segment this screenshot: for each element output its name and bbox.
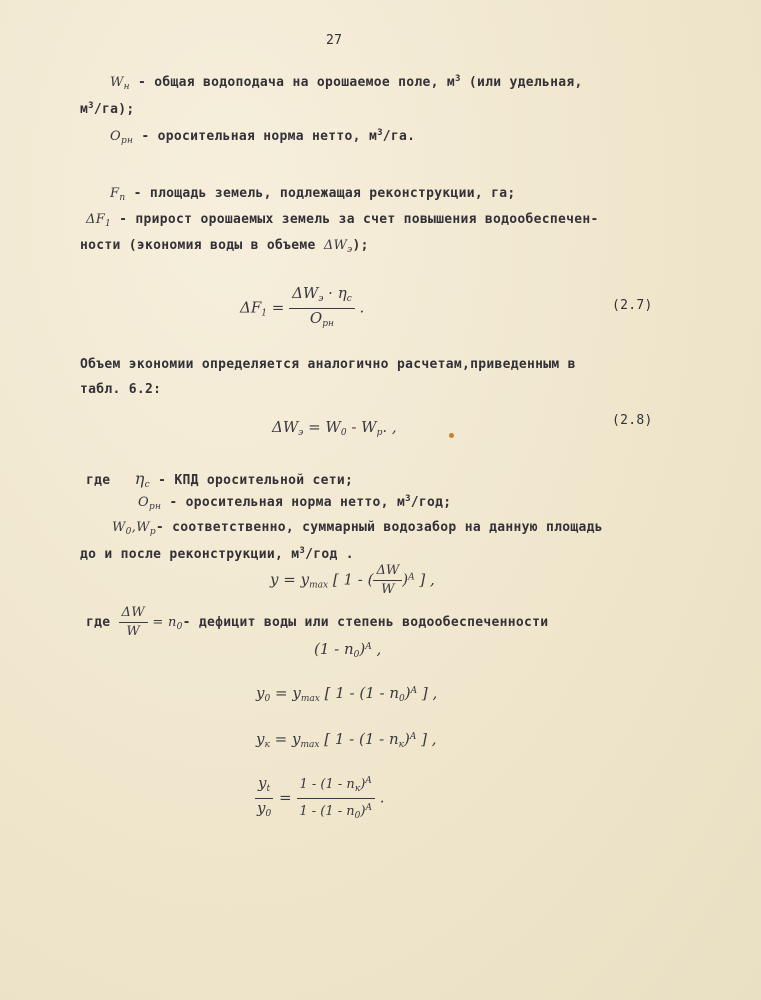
equation-label-2-8: (2.8)	[612, 413, 653, 428]
stain-dot	[449, 433, 454, 438]
formula-2-7: $\Delta F_1$ = $\frac{\Delta W_э \cdot \eta_с}{O_{рн}}$ .	[240, 284, 365, 329]
where-w0-wp: $W_0,W_р-$ соответственно, суммарный водозабор на данную площадь	[112, 520, 603, 537]
def-fp: $F_п$ - площадь земель, подлежащая реконструкции, га;	[110, 186, 516, 203]
def-wn-cont: $м^3/га$);	[80, 101, 135, 117]
page-number: 27	[326, 33, 343, 48]
def-wn: $W_н$ - общая водоподача на орошаемое поле, $м^3$ (или удельная,	[110, 74, 583, 92]
equation-label-2-7: (2.7)	[612, 298, 653, 313]
where-eta: где $\eta_с$ - КПД оросительной сети;	[86, 469, 354, 490]
where-orn: $O_{рн}$ - оросительная норма нетто, $м^3$/год;	[138, 494, 452, 512]
paragraph-line-1: Объем экономии определяется аналогично расчетам,приведенным в	[80, 357, 576, 372]
formula-ratio: $\frac{y_t}{y_0}$ = $\frac{1 - (1 - n_к)^A}{1 - (1 - n_0)^A}$ .	[257, 774, 385, 821]
where-deficit: где $\frac{\Delta W}{W}$ = $n_0-$ дефицит воды или степень водообеспеченности	[86, 605, 549, 639]
formula-y0: $y_0 = y_{max}$ [ $1 - (1 - n_0)^A$ ] ,	[256, 684, 438, 704]
where-w0-wp-cont: до и после реконструкции, $м^3$/год .	[80, 546, 354, 562]
formula-2-8: $\Delta W_э = W_0 - W_р$. ,	[272, 418, 397, 438]
paragraph-line-2: табл. 6.2:	[80, 382, 162, 397]
formula-yk: $y_к = y_{max}$ [ $1 - (1 - n_к)^A$ ] ,	[256, 730, 437, 750]
def-df1: $\Delta F_1$ - прирост орошаемых земель за счет повышения водообеспечен-	[86, 212, 599, 229]
formula-y: $y = y_{max}$ [ 1 - ( $\frac{\Delta W}{W}$ )$^A$ ] ,	[270, 563, 435, 597]
def-df1-cont: ности (экономия воды в объеме $\Delta W_э$);	[80, 238, 369, 255]
formula-n0: $(1 - n_0)^A$ ,	[314, 640, 382, 660]
def-orn: $O_{рн}$ - оросительная норма нетто, $м^3/га$.	[110, 128, 416, 146]
